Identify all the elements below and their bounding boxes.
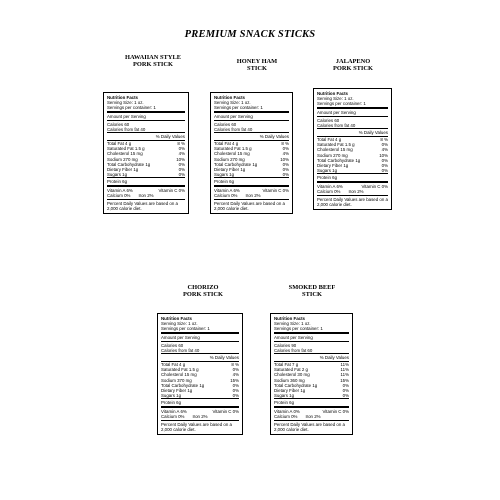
servings-per-container: Servings per container: 1 (317, 101, 366, 107)
serving-size: Serving Size: 1 oz. (107, 100, 144, 106)
nutrient-dv: 0% (342, 387, 349, 393)
divider (107, 111, 185, 113)
nutrient-dv: 0% (232, 392, 239, 398)
amount-per-serving: Amount per Serving (107, 114, 146, 120)
nutrient-label: Total Fat 4 g (317, 137, 342, 143)
protein: Protein 6g (317, 175, 338, 181)
nutrient-label: Dietary Fiber 1g (274, 387, 306, 393)
servings-per-container: Servings per container: 1 (107, 105, 156, 111)
nutrient-label: Dietary Fiber 1g (161, 387, 193, 393)
nutrient-dv: 0% (232, 387, 239, 393)
nutrient-label: Saturated Fat 1.5 g (317, 142, 355, 148)
nutrient-dv: 11% (340, 367, 349, 373)
facts-header: Nutrition Facts (317, 91, 348, 96)
product-title-line2: PORK STICK (333, 65, 373, 72)
nutrient-label: Saturated Fat 1.5 g (214, 146, 252, 152)
footnote: Percent Daily Values are based on a 2,000 calorie diet. (317, 196, 388, 208)
daily-values-header: % Daily Values (358, 129, 388, 135)
nutrient-label: Saturated Fat 2 g (274, 367, 308, 373)
nutrient-dv: 0% (381, 162, 388, 168)
vitamin-c: Vitamin C 0% (158, 188, 185, 194)
vitamin-c: Vitamin C 0% (262, 188, 289, 194)
protein: Protein 6g (107, 179, 128, 185)
divider (274, 332, 349, 334)
divider (317, 181, 388, 183)
calories-from-fat: Calories from fat 40 (214, 126, 253, 132)
vitamin-c: Vitamin C 0% (212, 409, 239, 415)
nutrient-dv: 0% (178, 161, 185, 167)
nutrient-row (274, 393, 349, 398)
daily-values-header: % Daily Values (319, 354, 349, 360)
divider (274, 420, 349, 421)
nutrient-row (161, 393, 239, 398)
nutrient-label: Total Fat 4 g (161, 362, 186, 368)
daily-values-header: % Daily Values (155, 133, 185, 139)
calories: Calories 90 (274, 342, 297, 348)
product-title-line1: CHORIZO (187, 284, 219, 291)
product-title-line1: JALAPENO (335, 58, 371, 65)
servings-per-container: Servings per container: 1 (274, 326, 323, 332)
nutrient-dv: 0% (282, 171, 289, 177)
minerals-row (161, 414, 239, 419)
nutrient-label: Sugars 1g (317, 167, 338, 173)
amount-per-serving: Amount per Serving (214, 114, 253, 120)
nutrient-dv: 0% (342, 382, 349, 388)
serving-size: Serving Size: 1 oz. (274, 321, 311, 327)
product-title (212, 58, 302, 72)
product-title (103, 54, 203, 68)
nutrient-dv: 10% (280, 156, 289, 162)
calcium: Calcium 0% (161, 414, 185, 420)
divider (161, 332, 239, 334)
nutrient-label: Saturated Fat 1.5 g (161, 367, 199, 373)
nutrient-row (214, 172, 289, 177)
amount-per-serving: Amount per Serving (274, 335, 313, 341)
amount-per-serving: Amount per Serving (161, 335, 200, 341)
nutrient-dv: 0% (342, 392, 349, 398)
calories: Calories 60 (161, 342, 184, 348)
facts-header: Nutrition Facts (161, 316, 192, 321)
nutrient-label: Total Fat 4 g (107, 141, 132, 147)
nutrient-label: Sodium 270 mg (107, 156, 138, 162)
nutrient-label: Sodium 360 mg (274, 377, 305, 383)
iron: Iron 2% (138, 193, 154, 199)
nutrient-dv: 4% (282, 151, 289, 157)
servings-per-container: Servings per container: 1 (161, 326, 210, 332)
nutrient-dv: 0% (381, 142, 388, 148)
footnote: Percent Daily Values are based on a 2,000 calorie diet. (214, 200, 285, 212)
calcium: Calcium 0% (214, 193, 238, 199)
nutrient-label: Total Carbohydrate 1g (161, 382, 205, 388)
nutrient-dv: 0% (282, 166, 289, 172)
nutrient-label: Dietary Fiber 1g (107, 166, 139, 172)
servings-per-container: Servings per container: 1 (214, 105, 263, 111)
page-title: PREMIUM SNACK STICKS (184, 29, 316, 40)
product-title (272, 284, 352, 298)
protein: Protein 6g (274, 400, 295, 406)
divider (107, 185, 185, 187)
calories: Calories 60 (317, 117, 340, 123)
footnote: Percent Daily Values are based on a 2,000 calorie diet. (274, 421, 345, 433)
calcium: Calcium 0% (274, 414, 298, 420)
nutrient-dv: 0% (232, 382, 239, 388)
nutrient-label: Sugars 1g (107, 171, 128, 177)
nutrient-label: Sodium 270 mg (214, 156, 245, 162)
nutrient-dv: 0% (282, 161, 289, 167)
nutrient-dv: 10% (379, 152, 388, 158)
nutrient-dv: 4% (178, 151, 185, 157)
calcium: Calcium 0% (107, 193, 131, 199)
nutrient-dv: 15% (340, 377, 349, 383)
vitamin-c: Vitamin C 0% (361, 184, 388, 190)
product-title-line1: SMOKED BEEF (288, 284, 336, 291)
nutrient-label: Total Carbohydrate 1g (214, 161, 258, 167)
product-title-line2: PORK STICK (133, 61, 173, 68)
minerals-row (274, 414, 349, 419)
nutrient-dv: 0% (381, 167, 388, 173)
calcium: Calcium 0% (317, 189, 341, 195)
nutrient-dv: 8 % (380, 137, 388, 143)
nutrient-label: Saturated Fat 1.5 g (107, 146, 145, 152)
nutrient-label: Cholesterol 15 mg (214, 151, 250, 157)
minerals-row (107, 193, 185, 198)
protein: Protein 6g (214, 179, 235, 185)
nutrition-facts-label (313, 88, 392, 210)
divider (214, 111, 289, 113)
protein: Protein 6g (161, 400, 182, 406)
divider (214, 185, 289, 187)
nutrient-label: Total Carbohydrate 1g (107, 161, 151, 167)
nutrient-dv: 15% (230, 377, 239, 383)
calories-from-fat: Calories from fat 40 (317, 122, 356, 128)
nutrient-dv: 8 % (281, 141, 289, 147)
nutrient-row (107, 172, 185, 177)
nutrition-facts-label (103, 92, 189, 214)
serving-size: Serving Size: 1 oz. (317, 96, 354, 102)
daily-values-header: % Daily Values (209, 354, 239, 360)
nutrition-facts-label (270, 313, 353, 435)
nutrient-label: Sugars 1g (161, 392, 182, 398)
nutrient-dv: 4% (381, 147, 388, 153)
nutrient-label: Dietary Fiber 1g (317, 162, 349, 168)
minerals-row (214, 193, 289, 198)
calories: Calories 60 (214, 121, 237, 127)
serving-size: Serving Size: 1 oz. (161, 321, 198, 327)
nutrient-label: Cholesterol 15 mg (317, 147, 353, 153)
calories-from-fat: Calories from fat 60 (274, 347, 313, 353)
nutrient-dv: 0% (178, 171, 185, 177)
nutrient-label: Total Fat 4 g (214, 141, 239, 147)
facts-header: Nutrition Facts (214, 95, 245, 100)
nutrient-dv: 0% (178, 146, 185, 152)
nutrient-label: Sugars 1g (214, 171, 235, 177)
serving-size: Serving Size: 1 oz. (214, 100, 251, 106)
nutrient-dv: 4% (232, 372, 239, 378)
divider (317, 195, 388, 196)
divider (161, 406, 239, 408)
product-title-line1: HONEY HAM (236, 58, 278, 65)
divider (107, 199, 185, 200)
nutrient-label: Dietary Fiber 1g (214, 166, 246, 172)
nutrient-dv: 11% (340, 362, 349, 368)
iron: Iron 2% (192, 414, 208, 420)
nutrient-label: Sodium 270 mg (317, 152, 348, 158)
footnote: Percent Daily Values are based on a 2,000 calorie diet. (161, 421, 232, 433)
nutrition-facts-label (157, 313, 243, 435)
nutrient-dv: 0% (381, 157, 388, 163)
nutrient-label: Sodium 370 mg (161, 377, 192, 383)
vitamin-a: Vitamin A 6% (214, 188, 240, 194)
nutrient-row (317, 168, 388, 173)
nutrient-label: Cholesterol 30 mg (274, 372, 310, 378)
nutrient-dv: 8 % (177, 141, 185, 147)
facts-header: Nutrition Facts (274, 316, 305, 321)
vitamin-c: Vitamin C 0% (322, 409, 349, 415)
nutrient-label: Total Carbohydrate 1g (274, 382, 318, 388)
nutrient-dv: 11% (340, 372, 349, 378)
product-title-line1: HAWAIIAN STYLE (125, 54, 181, 61)
calories-from-fat: Calories from fat 40 (107, 126, 146, 132)
calories: Calories 60 (107, 121, 130, 127)
iron: Iron 2% (245, 193, 261, 199)
nutrient-dv: 0% (232, 367, 239, 373)
vitamin-a: Vitamin A 6% (317, 184, 343, 190)
vitamin-a: Vitamin A 0% (274, 409, 300, 415)
nutrient-label: Total Fat 7 g (274, 362, 299, 368)
minerals-row (317, 189, 388, 194)
vitamin-a: Vitamin A 6% (107, 188, 133, 194)
nutrient-dv: 0% (282, 146, 289, 152)
product-title-line2: STICK (247, 65, 267, 72)
nutrient-dv: 10% (176, 156, 185, 162)
amount-per-serving: Amount per Serving (317, 110, 356, 116)
product-title (158, 284, 248, 298)
facts-header: Nutrition Facts (107, 95, 138, 100)
nutrition-facts-label (210, 92, 293, 214)
calories-from-fat: Calories from fat 40 (161, 347, 200, 353)
product-title-line2: STICK (302, 291, 322, 298)
vitamin-a: Vitamin A 6% (161, 409, 187, 415)
nutrient-label: Cholesterol 15 mg (107, 151, 143, 157)
nutrient-label: Total Carbohydrate 1g (317, 157, 361, 163)
nutrient-dv: 8 % (231, 362, 239, 368)
divider (317, 107, 388, 109)
nutrient-dv: 0% (178, 166, 185, 172)
nutrient-label: Sugars 1g (274, 392, 295, 398)
footnote: Percent Daily Values are based on a 2,000 calorie diet. (107, 200, 178, 212)
divider (214, 199, 289, 200)
iron: Iron 2% (348, 189, 364, 195)
daily-values-header: % Daily Values (259, 133, 289, 139)
product-title (308, 58, 398, 72)
nutrient-label: Cholesterol 15 mg (161, 372, 197, 378)
iron: Iron 2% (305, 414, 321, 420)
product-title-line2: PORK STICK (183, 291, 223, 298)
divider (161, 420, 239, 421)
divider (274, 406, 349, 408)
